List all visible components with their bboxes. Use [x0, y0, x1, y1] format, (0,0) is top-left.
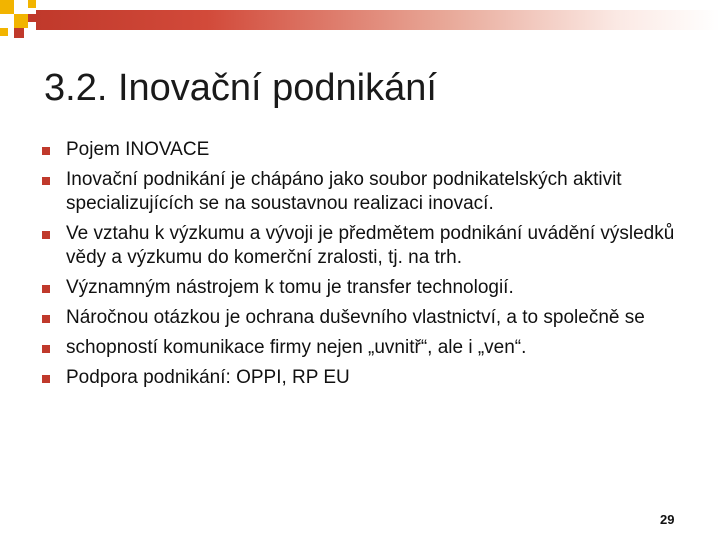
decor-square	[14, 0, 28, 14]
decor-square	[14, 14, 28, 28]
bullet-list	[36, 138, 676, 396]
bullet-square-icon	[42, 315, 50, 323]
decor-square	[0, 28, 8, 36]
bullet-item	[36, 276, 676, 300]
bullet-text: Inovační podnikání je chápáno jako soubor podnikatelských aktivit specializujících se na soustavnou realizaci inovací.	[66, 169, 622, 214]
bullet-text: Podpora podnikání: OPPI, RP EU	[66, 367, 350, 388]
bullet-text: Ve vztahu k výzkumu a vývoji je předmětem podnikání uvádění výsledků vědy a výzkumu do komerční zralosti, tj. na trh.	[66, 223, 675, 268]
decor-square	[0, 0, 14, 14]
slide-title: 3.2. Inovační podnikání	[44, 67, 437, 109]
bullet-square-icon	[42, 231, 50, 239]
bullet-square-icon	[42, 345, 50, 353]
bullet-item	[36, 222, 676, 270]
header-gradient-bar	[36, 10, 720, 30]
bullet-square-icon	[42, 147, 50, 155]
bullet-square-icon	[42, 285, 50, 293]
bullet-item	[36, 306, 676, 330]
page-number: 29	[660, 512, 675, 527]
decor-square	[0, 14, 14, 28]
bullet-item	[36, 336, 676, 360]
bullet-text: Pojem INOVACE	[66, 139, 210, 160]
bullet-square-icon	[42, 375, 50, 383]
bullet-text: Významným nástrojem k tomu je transfer technologií.	[66, 277, 514, 298]
bullet-text: Náročnou otázkou je ochrana duševního vlastnictví, a to společně se	[66, 307, 645, 328]
bullet-square-icon	[42, 177, 50, 185]
bullet-item	[36, 366, 676, 390]
decor-square	[28, 0, 36, 8]
decor-square	[28, 14, 36, 22]
decor-square	[14, 28, 24, 38]
bullet-item	[36, 168, 676, 216]
bullet-item	[36, 138, 676, 162]
bullet-text: schopností komunikace firmy nejen „uvnitř“, ale i „ven“.	[66, 337, 527, 358]
